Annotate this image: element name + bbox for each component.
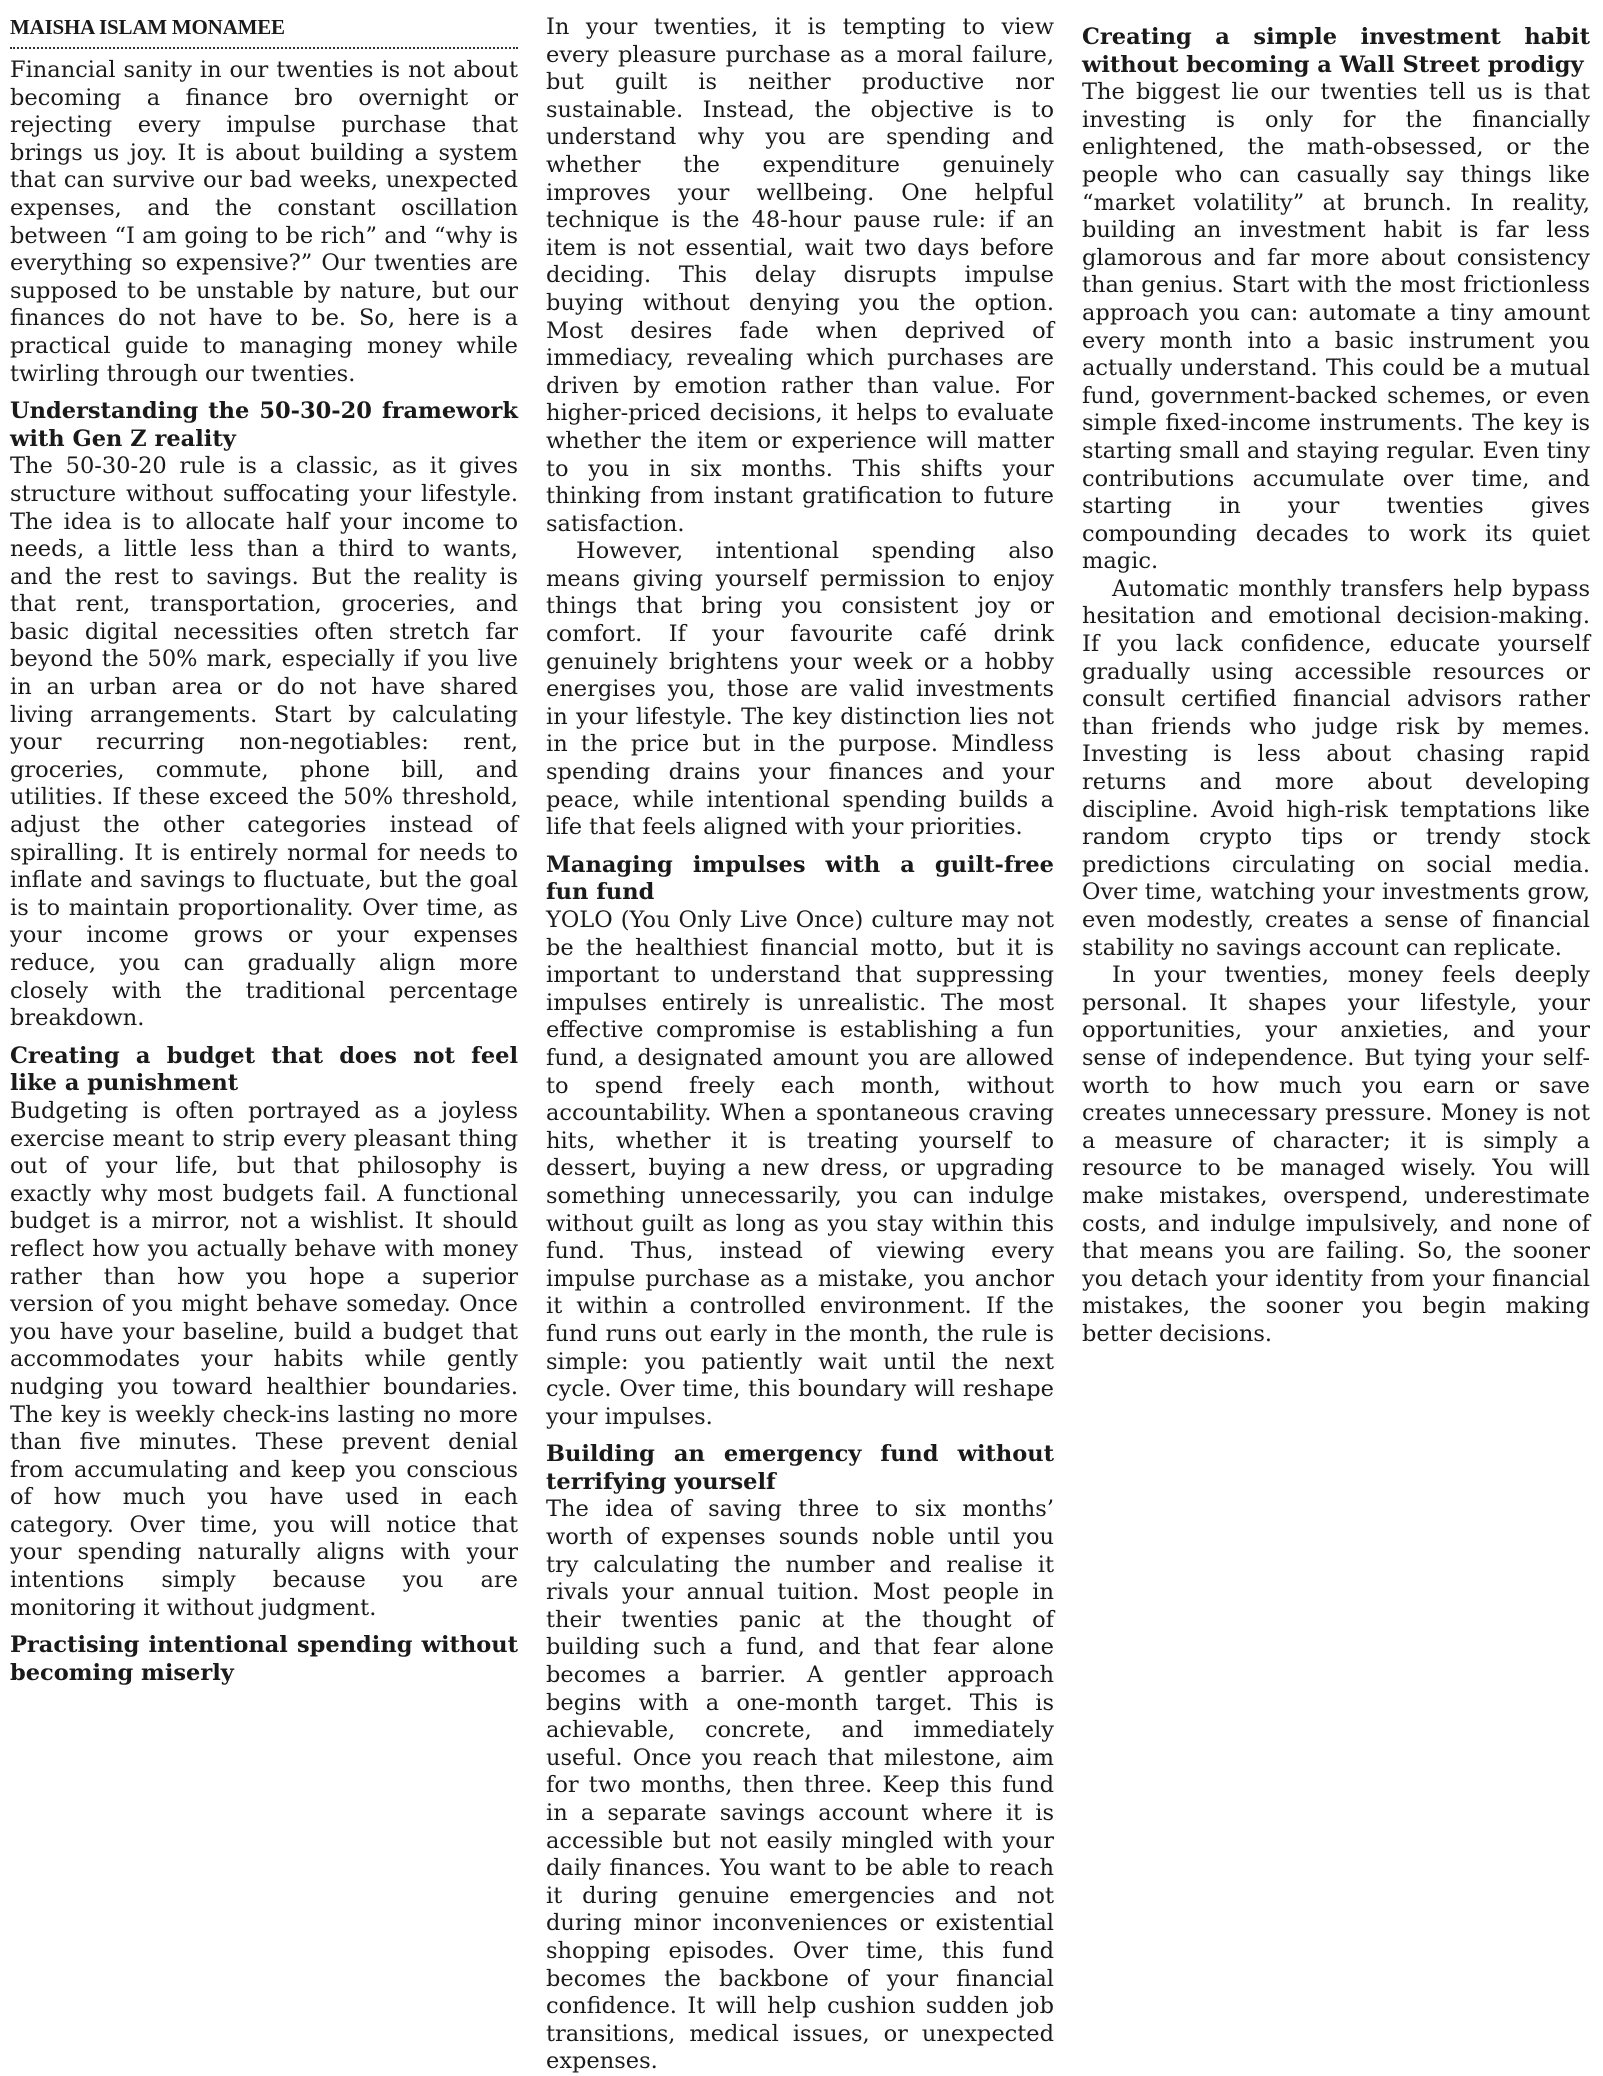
section-heading: Building an emergency fund without terrifying yourself [546, 1441, 1054, 1495]
section-heading: Understanding the 50-30-20 framework with Gen Z reality [10, 398, 518, 452]
article-column-1 [10, 14, 518, 1686]
article-column-3 [1082, 14, 1590, 1619]
section-paragraph: However, intentional spending also means giving yourself permission to enjoy things that bring you consistent joy or comfort. If your favourite café drink genuinely brightens your week or a hobby energises you, those are valid investments in your lifestyle. The key distinction lies not in the price but in the purpose. Mindless spending drains your finances and your peace, while intentional spending builds a life that feels aligned with your priorities. [546, 538, 1054, 841]
section-paragraph: Automatic monthly transfers help bypass hesitation and emotional decision-making. If you lack confidence, educate yourself gradually using accessible resources or consult certified financial advisors rather than friends who judge risk by memes. Investing is less about chasing rapid returns and more about developing discipline. Avoid high-risk temptations like random crypto tips or trendy stock predictions circulating on social media. Over time, watching your investments grow, even modestly, creates a sense of financial stability no savings account can replicate. [1082, 575, 1590, 961]
section-paragraph: The idea of saving three to six months’ worth of expenses sounds noble until you try calculating the number and realise it rivals your annual tuition. Most people in their twenties panic at the thought of building such a fund, and that fear alone becomes a barrier. A gentler approach begins with a one-month target. This is achievable, concrete, and immediately useful. Once you reach that milestone, aim for two months, then three. Keep this fund in a separate savings account where it is accessible but not easily mingled with your daily finances. You want to be able to reach it during genuine emergencies and not during minor inconveniences or existential shopping episodes. Over time, this fund becomes the backbone of your financial confidence. It will help cushion sudden job transitions, medical issues, or unexpected expenses. [546, 1496, 1054, 2075]
section-paragraph: Budgeting is often portrayed as a joyless exercise meant to strip every pleasant thing out of your life, but that philosophy is exactly why most budgets fail. A functional budget is a mirror, not a wishlist. It should reflect how you actually behave with money rather than how you hope a superior version of you might behave someday. Once you have your baseline, build a budget that accommodates your habits while gently nudging you toward healthier boundaries. The key is weekly check-ins lasting no more than five minutes. These prevent denial from accumulating and keep you conscious of how much you have used in each category. Over time, you will notice that your spending naturally aligns with your intentions simply because you are monitoring it without judgment. [10, 1097, 518, 1621]
section-heading: Managing impulses with a guilt-free fun fund [546, 851, 1054, 906]
section-paragraph: In your twenties, it is tempting to view every pleasure purchase as a moral failure, but guilt is neither productive nor sustainable. Instead, the objective is to understand why you are spending and whether the expenditure genuinely improves your wellbeing. One helpful technique is the 48-hour pause rule: if an item is not essential, wait two days before deciding. This delay disrupts impulse buying without denying you the option. Most desires fade when deprived of immediacy, revealing which purchases are driven by emotion rather than value. For higher-priced decisions, it helps to evaluate whether the item or experience will matter to you in six months. This shifts your thinking from instant gratification to future satisfaction. [546, 14, 1054, 537]
section-paragraph: YOLO (You Only Live Once) culture may not be the healthiest financial motto, but it is important to understand that suppressing impulses entirely is unrealistic. The most effective compromise is establishing a fun fund, a designated amount you are allowed to spend freely each month, without accountability. When a spontaneous craving hits, whether it is treating yourself to dessert, buying a new dress, or upgrading something unnecessarily, you can indulge without guilt as long as you stay within this fund. Thus, instead of viewing every impulse purchase as a mistake, you anchor it within a controlled environment. If the fund runs out early in the month, the rule is simple: you patiently wait until the next cycle. Over time, this boundary will reshape your impulses. [546, 907, 1054, 1430]
article-column-2 [546, 14, 1054, 2075]
section-heading: Creating a simple investment habit without becoming a Wall Street prodigy [1082, 24, 1590, 78]
section-paragraph: In your twenties, money feels deeply personal. It shapes your lifestyle, your opportunities, your anxieties, and your sense of independence. But tying your self-worth to how much you earn or save creates unnecessary pressure. Money is not a measure of character; it is simply a resource to be managed wisely. You will make mistakes, overspend, underestimate costs, and indulge impulsively, and none of that means you are failing. So, the sooner you detach your identity from your financial mistakes, the sooner you begin making better decisions. [1082, 962, 1590, 1347]
byline: MAISHA ISLAM MONAMEE [10, 14, 518, 49]
section-heading: Creating a budget that does not feel like a punishment [10, 1042, 518, 1097]
section-heading: Practising intentional spending without becoming miserly [10, 1632, 518, 1686]
article-page [10, 14, 1590, 2075]
section-paragraph: The 50-30-20 rule is a classic, as it gives structure without suffocating your lifestyle. The idea is to allocate half your income to needs, a little less than a third to wants, and the rest to savings. But the reality is that rent, transportation, groceries, and basic digital necessities often stretch far beyond the 50% mark, especially if you live in an urban area or do not have shared living arrangements. Start by calculating your recurring non-negotiables: rent, groceries, commute, phone bill, and utilities. If these exceed the 50% threshold, adjust the other categories instead of spiralling. It is entirely normal for needs to inflate and savings to fluctuate, but the goal is to maintain proportionality. Over time, as your income grows or your expenses reduce, you can gradually align more closely with the traditional percentage breakdown. [10, 453, 518, 1032]
intro-paragraph: Financial sanity in our twenties is not about becoming a finance bro overnight or rejecting every impulse purchase that brings us joy. It is about building a system that can survive our bad weeks, unexpected expenses, and the constant oscillation between “I am going to be rich” and “why is everything so expensive?” Our twenties are supposed to be unstable by nature, but our finances do not have to be. So, here is a practical guide to managing money while twirling through our twenties. [10, 57, 518, 387]
section-paragraph: The biggest lie our twenties tell us is that investing is only for the financially enlightened, the math-obsessed, or the people who can casually say things like “market volatility” at brunch. In reality, building an investment habit is far less glamorous and far more about consistency than genius. Start with the most frictionless approach you can: automate a tiny amount every month into a basic instrument you actually understand. This could be a mutual fund, government-backed schemes, or even simple fixed-income instruments. The key is starting small and staying regular. Even tiny contributions accumulate over time, and starting in your twenties gives compounding decades to work its quiet magic. [1082, 79, 1590, 575]
